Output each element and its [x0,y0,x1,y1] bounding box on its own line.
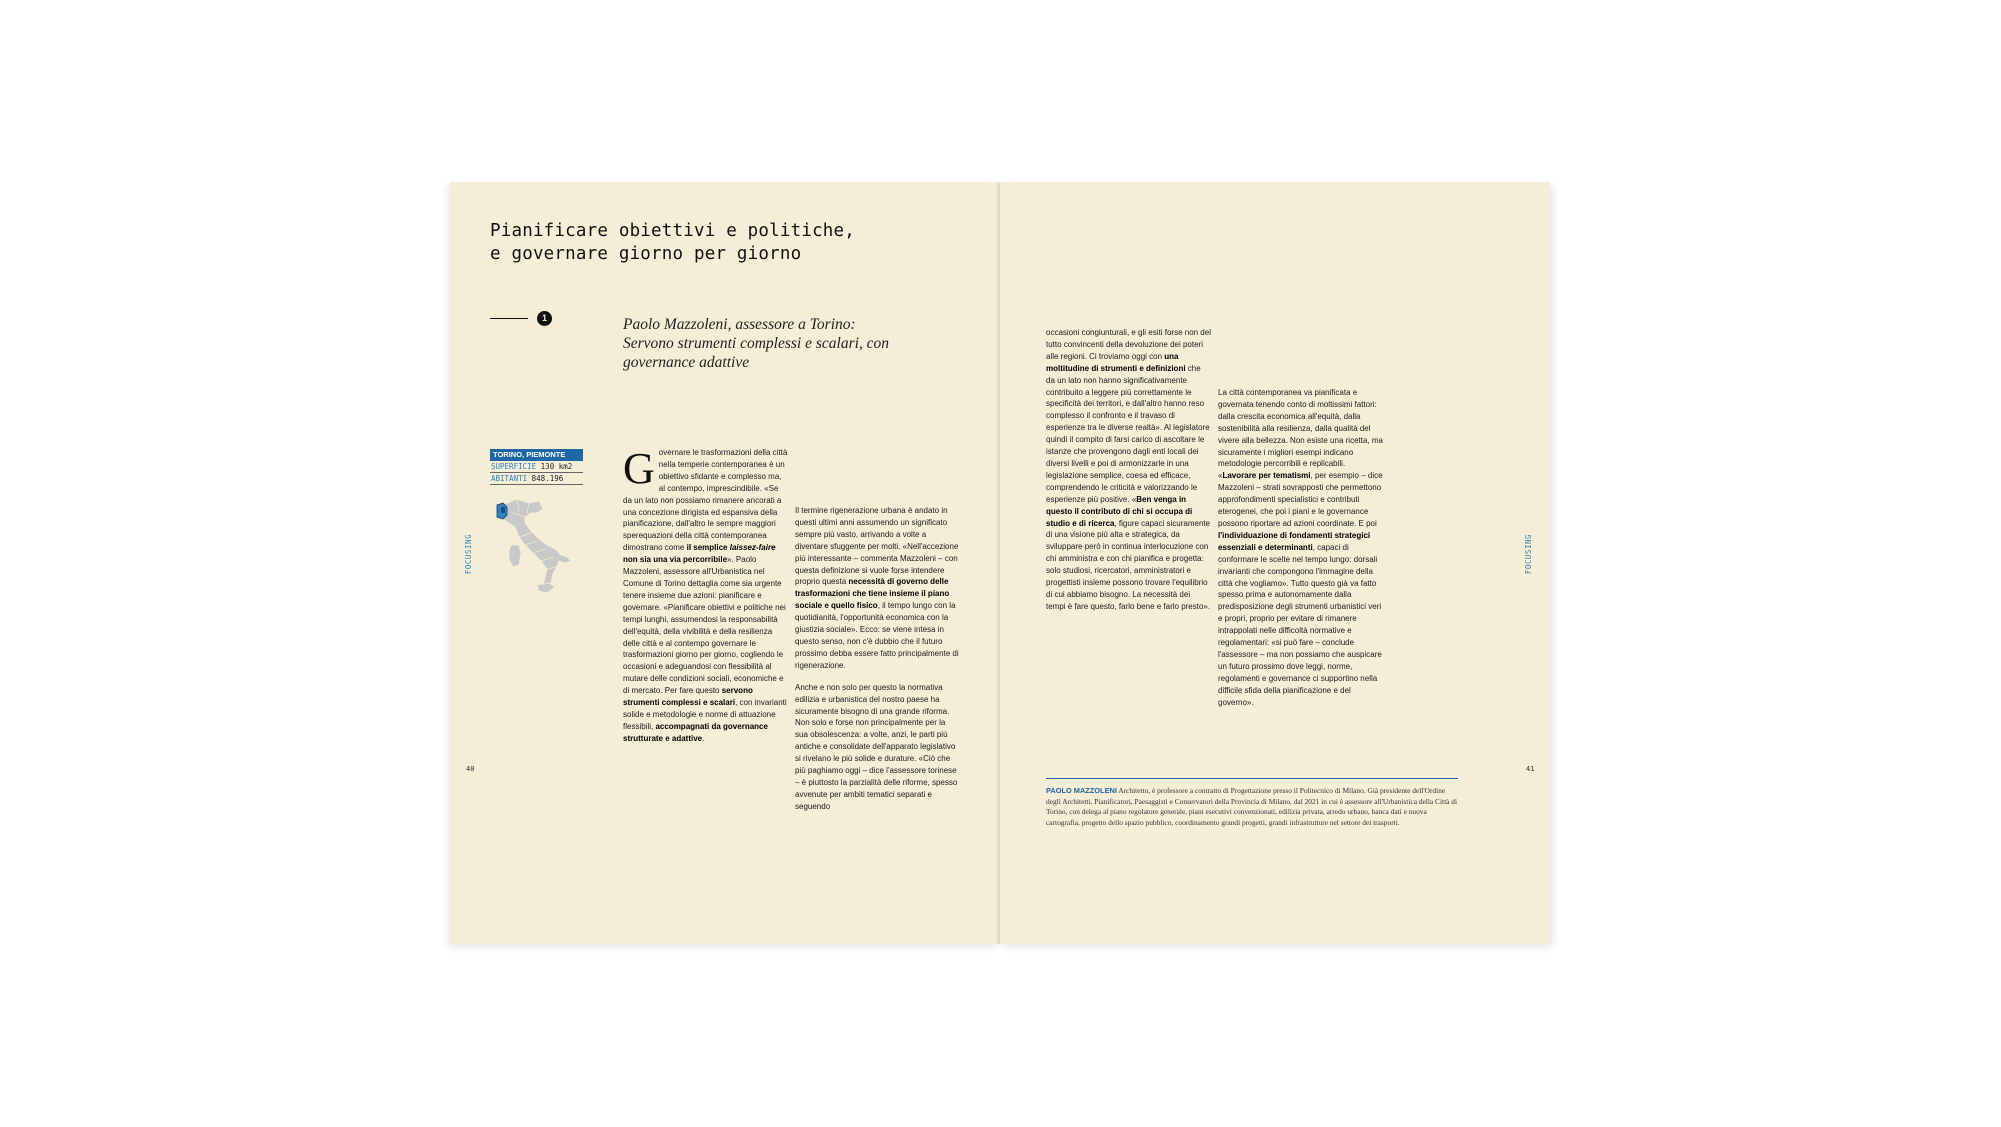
article-column-2 [795,505,960,823]
infobox-row-population [490,473,583,485]
article-subtitle: Paolo Mazzoleni, assessore a Torino: Servono strumenti complessi e scalari, con governance adattive [623,316,890,371]
author-bio [1046,786,1458,828]
column-2-paragraph-1: Il termine rigenerazione urbana è andato in questi ultimi anni assumendo un significato sempre più vasto, arrivando a volte a diventare sfuggente per molti. «Nell'accezione più interessante – commenta Mazzoleni – con questa definizione si vuole forse intendere proprio questa necessità di governo delle trasformazioni che tiene insieme il piano sociale e quello fisico, il tempo lungo con la quotidianità, l'opportunità economica con la giustizia sociale». Ecco: se viene intesa in questo senso, non c'è dubbio che il futuro prossimo debba essere fatto principalmente di rigenerazione. [795,506,959,670]
infobox-population-key: ABITANTI [491,474,528,483]
infobox-row-area [490,461,583,473]
side-label-focusing-right: FOCUSING [1524,534,1533,575]
infobox-area-key: SUPERFICIE [491,462,537,471]
city-infobox [490,449,583,485]
section-number-badge: 1 [537,311,552,326]
infobox-header: TORINO, PIEMONTE [490,449,583,461]
page-number-right: 41 [1526,765,1535,773]
page-title: Pianificare obiettivi e politiche, e governare giorno per giorno [490,221,856,264]
bio-rule [1046,778,1458,779]
side-label-focusing: FOCUSING [464,534,473,575]
article-column-4: La città contemporanea va pianificata e governata tenendo conto di moltissimi fattori: dalla crescita economica all'equità, dalla sostenibilità alla resilienza, dalla qualità del vivere alla bellezza. Non esiste una ricetta, ma sicuramente i migliori esempi indicano metodologie percorribili e replicabili. «Lavorare per tematismi, per esempio – dice Mazzoleni – strati sovrapposti che permettono approfondimenti specialistici e contributi eterogenei, che poi i piani e le governance possono riportare ad azioni coordinate. E poi l'individuazione di fondamenti strategici essenziali e determinanti, capaci di conformare le scelte nel tempo lungo: dorsali invarianti che compongono l'immagine della città che vogliamo». Tutto questo già va fatto spesso prima e autonomamente dalla predisposizione degli strumenti urbanistici veri e propri, proprio per evitare di rimanere intrappolati nelle difficoltà normative e regolamentari: «si può fare – conclude l'assessore – ma non possiamo che auspicare un futuro prossimo dove leggi, norme, regolamenti e governance ci supportino nella difficile sfida della pianificazione e del governo». [1218,388,1383,707]
article-column-3: occasioni congiunturali, e gli esiti forse non del tutto convincenti della devoluzione dei poteri alle regioni. Ci troviamo oggi con una moltitudine di strumenti e definizioni che da un lato non hanno significativamente contribuito a leggere più correttamente le specificità dei territori, e dall'altro hanno reso complesso il confronto e il travaso di esperienze tra le diverse realtà». Al legislatore quindi il compito di farsi carico di ascoltare le istanze che provengono dagli enti locali dei diversi livelli e poi di armonizzarle in una legislazione semplice, coesa ed efficace, comprendendo le criticità e valorizzando le esperienze più positive. «Ben venga in questo il contributo di chi si occupa di studio e di ricerca, figure capaci sicuramente di una visione più alta e strategica, da sviluppare però in continua interlocuzione con chi amministra e con chi pianifica e progetta: solo studiosi, ricercatori, amministratori e progettisti insieme possono trovare l'equilibrio di cui abbiamo bisogno. La necessità dei tempi è fare questo, farlo bene e farlo presto». [1046,328,1211,611]
left-page [450,182,999,944]
right-page [1000,182,1550,944]
author-name: PAOLO MAZZOLENI [1046,786,1117,795]
article-column-1: Governare le trasformazioni della città nella temperie contemporanea è un obiettivo sfidante e complesso ma, al contempo, imprescindibile. «Se da un lato non possiamo rimanere ancorati a una concezione dirigista ed espansiva della pianificazione, dall'altro le sempre maggiori sperequazioni della città contemporanea dimostrano come il semplice laissez-faire non sia una via percorribile». Paolo Mazzoleni, assessore all'Urbanistica nel Comune di Torino dettaglia come sia urgente tenere insieme due azioni: pianificare e governare. «Pianificare obiettivi e politiche nei tempi lunghi, assumendosi la responsabilità dell'equità, della vivibilità e della resilienza delle città e al contempo governare le trasformazioni giorno per giorno, cogliendo le occasioni e adeguandosi con flessibilità al mutare delle condizioni sociali, economiche e di mercato. Per fare questo servono strumenti complessi e scalari, con invarianti solide e metodologie e norme di attuazione flessibili, accompagnati da governance strutturate e adattive. [623,444,788,743]
section-rule [490,318,528,319]
infobox-area-value: 130 km2 [540,462,573,471]
page-number-left: 40 [466,765,475,773]
italy-map [495,497,575,597]
column-2-paragraph-2: Anche e non solo per questo la normativa edilizia e urbanistica del nostro paese ha sicuramente bisogno di una grande riforma. Non solo e forse non principalmente per la sua obsolescenza: a volte, anzi, le parti più antiche e consolidate dell'apparato legislativo si rivelano le più solide e durature. «Ciò che più paghiamo oggi – dice l'assessore torinese – è piuttosto la parzialità delle riforme, spesso avvenute per ambiti tematici separati e seguendo [795,682,958,811]
infobox-population-value: 848.196 [531,474,564,483]
drop-cap: G [623,444,655,493]
author-bio-text: Architetto, è professore a contratto di Progettazione presso il Politecnico di Milano. Già presidente dell'Ordine degli Architetti, Pianificatori, Paesaggisti e Conservatori della Provincia di Milano, dal 2021 in cui è assessore all'Urbanistica della Città di Torino, con delega al piano regolatore generale, piani esecutivi convenzionati, edilizia privata, arredo urbano, banca dati e nuova cartografia, progetto dello spazio pubblico, coordinamento grandi progetti, grandi infrastrutture nel settore dei trasporti. [1046,786,1458,827]
